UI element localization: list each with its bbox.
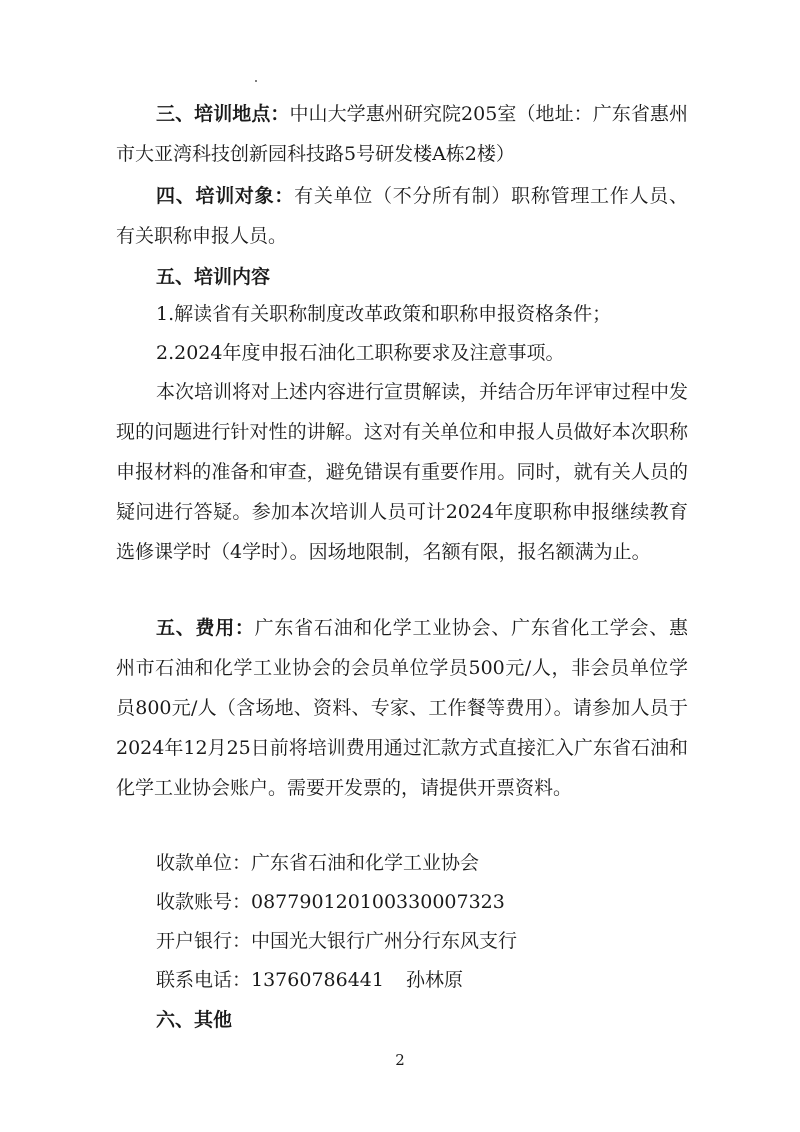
section-other-heading: 六、其他 — [156, 1009, 233, 1031]
section-audience-label: 四、培训对象： — [156, 185, 295, 207]
section-location — [116, 94, 688, 174]
section-location-label: 三、培训地点： — [156, 103, 290, 125]
section-audience — [116, 176, 688, 256]
content-item-1: 1.解读省有关职称制度改革政策和职称申报资格条件； — [156, 303, 612, 325]
content-body: 本次培训将对上述内容进行宣贯解读，并结合历年评审过程中发现的问题进行针对性的讲解。这对有关单位和申报人员做好本次职称申报材料的准备和审查，避免错误有重要作用。同时，就有关人员的疑问进行答疑。参加本次培训人员可计2024年度职称申报继续教育选修课学时（4学时）。因场地限制，名额有限，报名额满为止。 — [116, 381, 689, 563]
content-item-2: 2.2024年度申报石油化工职称要求及注意事项。 — [156, 342, 565, 364]
contact-line — [156, 960, 463, 1000]
section-location-text: 中山大学惠州研究院205室（地址：广东省惠州市大亚湾科技创新园科技路5号研发楼A栋2楼） — [116, 103, 688, 165]
section-audience-text: 有关单位（不分所有制）职称管理工作人员、有关职称申报人员。 — [116, 185, 688, 247]
account-line: 收款账号：08779012010033000​7323 — [156, 891, 505, 913]
section-fees — [116, 608, 688, 808]
section-content-heading: 五、培训内容 — [156, 266, 271, 288]
contact-name: 孙林原 — [405, 969, 463, 991]
scan-speck — [255, 80, 257, 82]
page-number: 2 — [395, 1051, 405, 1069]
contact-phone: 联系电话：13760786441 — [156, 969, 384, 991]
bank-line: 开户银行：中国光大银行广州分行东风支行 — [156, 930, 518, 952]
section-fees-label: 五、费用： — [156, 617, 255, 639]
payee-line: 收款单位：广东省石油和化学工业协会 — [156, 852, 480, 874]
section-fees-text: 广东省石油和化学工业协会、广东省化工学会、惠州市石油和化学工业协会的会员单位学员500元/人，非会员单位学员800元/人（含场地、资料、专家、工作餐等费用）。请参加人员于2024年12月25日前将培训费用通过汇款方式直接汇入广东省石油和化学工业协会账户。需要开发票的，请提供开票资料。 — [116, 617, 688, 799]
